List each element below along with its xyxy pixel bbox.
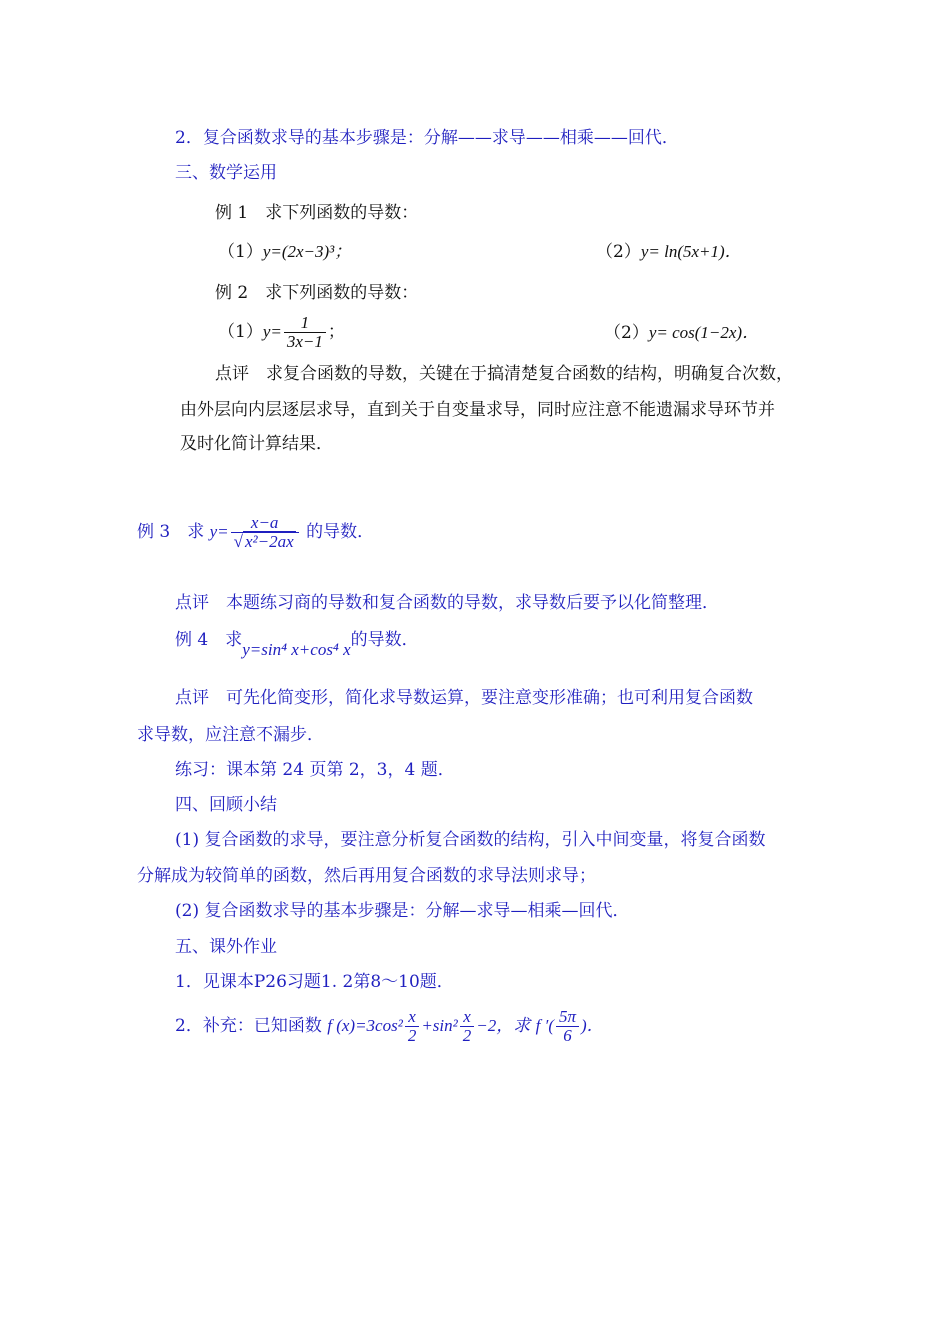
part-label: （2）	[596, 242, 641, 262]
square-root: √ x²−2ax	[233, 532, 294, 551]
section-heading-review: 四、回顾小结	[175, 795, 277, 815]
fraction-denominator: 6	[563, 1026, 572, 1045]
part-label: （2）	[604, 323, 649, 343]
homework-2-prefix: 2．补充：已知函数	[175, 1016, 322, 1036]
comment-3-line-1: 点评 可先化简变形，简化求导数运算，要注意变形准确；也可利用复合函数	[175, 688, 753, 708]
fraction-denominator: 3x−1	[286, 332, 323, 351]
fraction-numerator: 5π	[556, 1008, 579, 1027]
formula-middle: +sin²	[421, 1016, 458, 1035]
fraction-numerator: 1	[284, 314, 326, 333]
example-1-part-1	[218, 240, 351, 264]
fraction-numerator: x	[405, 1008, 420, 1027]
homework-1: 1．见课本P26习题1. 2第8～10题．	[175, 972, 454, 992]
comment-1-line-1: 点评 求复合函数的导数，关键在于搞清楚复合函数的结构，明确复合次数，	[215, 364, 793, 384]
fraction-denominator	[231, 533, 299, 551]
formula: y=(2x−3)³；	[262, 242, 352, 261]
example-3-suffix: 的导数．	[306, 522, 375, 542]
formula-tail: −2，求	[476, 1016, 531, 1035]
fraction-5pi-over-6	[556, 1008, 579, 1045]
review-item-1-line-1: (1) 复合函数的求导，要注意分析复合函数的结构，引入中间变量，将复合函数	[175, 830, 766, 850]
fraction	[231, 514, 299, 551]
part-label: （1）	[218, 242, 263, 262]
function-definition: f (x)=3cos²	[327, 1016, 403, 1035]
section-heading-homework: 五、课外作业	[175, 937, 277, 957]
review-item-1-line-2: 分解成为较简单的函数，然后再用复合函数的求导法则求导；	[137, 866, 596, 886]
example-1-title: 例 1 求下列函数的导数：	[215, 203, 419, 223]
formula: y= cos(1−2x)．	[648, 323, 760, 342]
example-3	[137, 514, 374, 551]
formula: y=sin⁴ x+cos⁴ x	[242, 640, 351, 659]
example-1-part-2	[596, 240, 742, 264]
section-heading-math-application: 三、数学运用	[175, 163, 277, 183]
example-4	[175, 628, 419, 659]
example-3-label: 例 3 求	[137, 522, 205, 542]
example-2-part-2	[604, 321, 759, 345]
example-4-suffix: 的导数．	[350, 630, 419, 650]
example-2-part-1	[218, 314, 345, 351]
fraction-numerator: x	[460, 1008, 475, 1027]
radicand: x²−2ax	[245, 532, 294, 551]
comment-1-line-2: 由外层向内层逐层求导，直到关于自变量求导，同时应注意不能遗漏求导环节并	[180, 400, 775, 420]
formula-lhs: y=	[262, 322, 282, 341]
step-summary-line: 2．复合函数求导的基本步骤是：分解——求导——相乘——回代．	[175, 128, 679, 148]
formula-close: )．	[581, 1016, 604, 1035]
comment-1-line-3: 及时化简计算结果．	[180, 434, 333, 454]
comment-2: 点评 本题练习商的导数和复合函数的导数，求导数后要予以化简整理．	[175, 593, 719, 613]
example-4-label: 例 4 求	[175, 630, 243, 650]
formula-lhs: y=	[209, 522, 229, 541]
homework-2	[175, 1008, 604, 1045]
formula: y= ln(5x+1)．	[640, 242, 742, 261]
review-item-2: (2) 复合函数求导的基本步骤是：分解—求导—相乘—回代．	[175, 901, 630, 921]
formula-end: ；	[327, 322, 345, 342]
comment-3-line-2: 求导数，应注意不漏步．	[137, 725, 324, 745]
fraction-x-over-2	[460, 1008, 475, 1045]
part-label: （1）	[218, 322, 263, 342]
fraction-denominator: 2	[407, 1026, 417, 1045]
practice-line: 练习：课本第 24 页第 2，3，4 题．	[175, 760, 455, 780]
fraction	[284, 314, 326, 351]
derivative-notation: f ′(	[535, 1016, 554, 1035]
fraction-numerator: x−a	[231, 514, 299, 533]
fraction-denominator: 2	[462, 1026, 472, 1045]
example-2-title: 例 2 求下列函数的导数：	[215, 283, 419, 303]
fraction-x-over-2	[405, 1008, 420, 1045]
